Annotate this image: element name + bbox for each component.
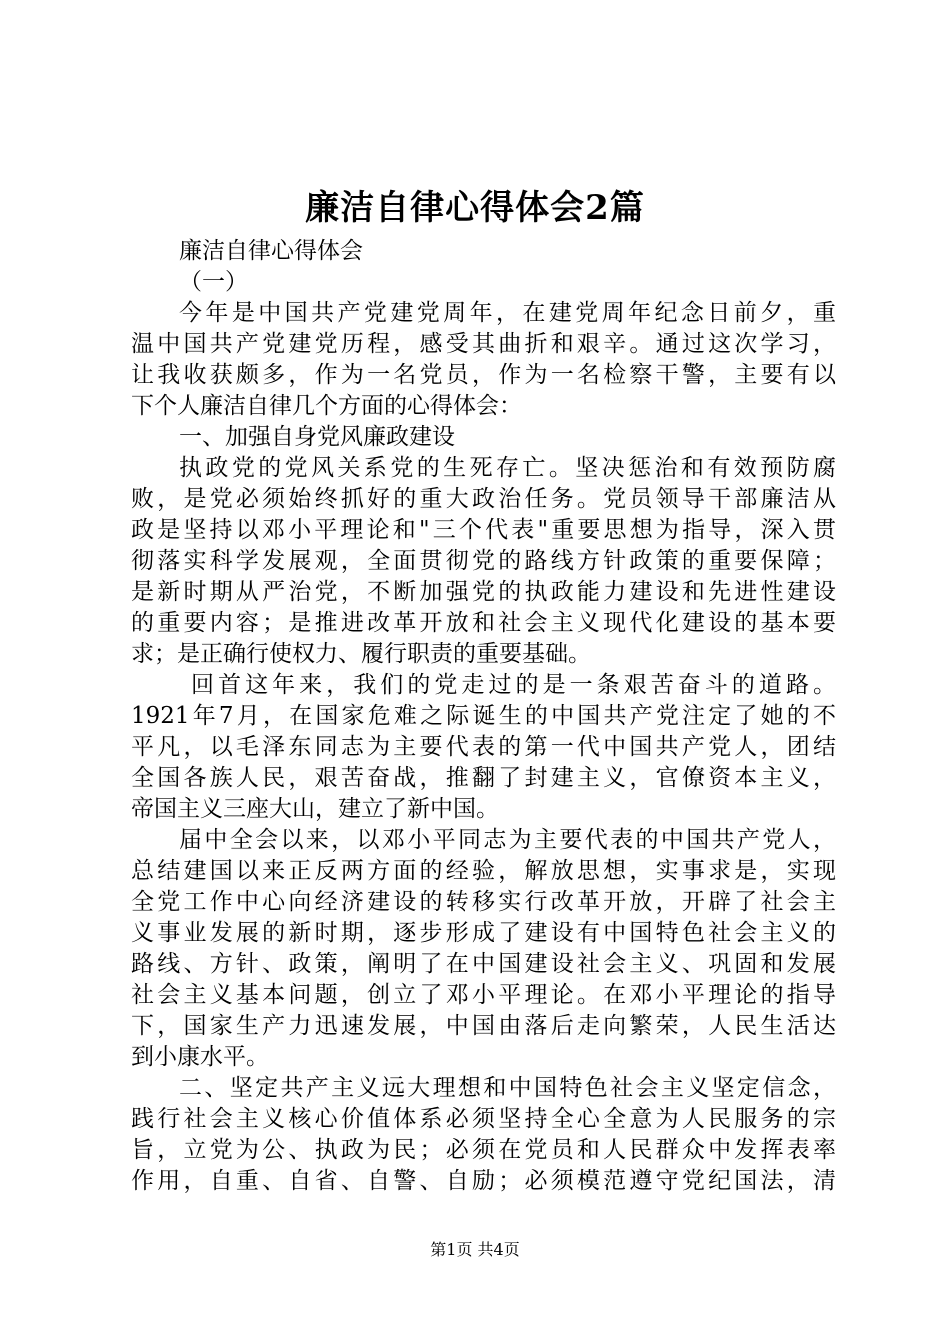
section-heading: 一、加强自身党风廉政建设	[179, 424, 455, 450]
text-line: 践行社会主义核心价值体系必须坚持全心全意为人民服务的宗	[131, 1106, 836, 1132]
text-line: 全党工作中心向经济建设的转移实行改革开放，开辟了社会主	[131, 889, 836, 915]
text-line: 政是坚持以邓小平理论和"三个代表"重要思想为指导，深入贯	[131, 517, 836, 543]
text-line: 届中全会以来，以邓小平同志为主要代表的中国共产党人，	[179, 827, 836, 853]
text-line: 温中国共产党建党历程，感受其曲折和艰辛。通过这次学习，	[131, 331, 836, 357]
text-line: 帝国主义三座大山，建立了新中国。	[131, 796, 499, 822]
text-line: 败，是党必须始终抓好的重大政治任务。党员领导干部廉洁从	[131, 486, 836, 512]
text-line: 下个人廉洁自律几个方面的心得体会：	[131, 393, 522, 419]
page-footer: 第1页 共4页	[430, 1240, 520, 1259]
section-heading: 二、坚定共产主义远大理想和中国特色社会主义坚定信念，	[179, 1075, 836, 1101]
text-line: 全国各族人民，艰苦奋战，推翻了封建主义，官僚资本主义，	[131, 765, 836, 791]
text-line: 今年是中国共产党建党周年，在建党周年纪念日前夕，重	[179, 300, 836, 326]
text-line: 下，国家生产力迅速发展，中国由落后走向繁荣，人民生活达	[131, 1013, 836, 1039]
text-line: 平凡，以毛泽东同志为主要代表的第一代中国共产党人，团结	[131, 734, 836, 760]
document-body	[131, 236, 836, 1197]
text-line: 执政党的党风关系党的生死存亡。坚决惩治和有效预防腐	[179, 455, 836, 481]
text-line: 路线、方针、政策，阐明了在中国建设社会主义、巩固和发展	[131, 951, 836, 977]
text-line: （一）	[179, 269, 248, 295]
text-line: 社会主义基本问题，创立了邓小平理论。在邓小平理论的指导	[131, 982, 836, 1008]
document-title: 廉洁自律心得体会2篇	[305, 188, 645, 228]
text-line: 1921年7月，在国家危难之际诞生的中国共产党注定了她的不	[131, 703, 836, 729]
text-line: 是新时期从严治党，不断加强党的执政能力建设和先进性建设	[131, 579, 836, 605]
text-line: 到小康水平。	[131, 1044, 269, 1070]
text-line: 的重要内容；是推进改革开放和社会主义现代化建设的基本要	[131, 610, 836, 636]
text-line: 作用，自重、自省、自警、自励；必须模范遵守党纪国法，清	[131, 1168, 836, 1194]
text-line: 求；是正确行使权力、履行职责的重要基础。	[131, 641, 591, 667]
text-line: 旨，立党为公、执政为民；必须在党员和人民群众中发挥表率	[131, 1137, 836, 1163]
text-line: 回首这年来，我们的党走过的是一条艰苦奋斗的道路。	[191, 672, 836, 698]
text-line: 总结建国以来正反两方面的经验，解放思想，实事求是，实现	[131, 858, 836, 884]
text-line: 彻落实科学发展观，全面贯彻党的路线方针政策的重要保障；	[131, 548, 836, 574]
text-line: 义事业发展的新时期，逐步形成了建设有中国特色社会主义的	[131, 920, 836, 946]
text-line: 廉洁自律心得体会	[179, 238, 363, 264]
text-line: 让我收获颇多，作为一名党员，作为一名检察干警，主要有以	[131, 362, 836, 388]
